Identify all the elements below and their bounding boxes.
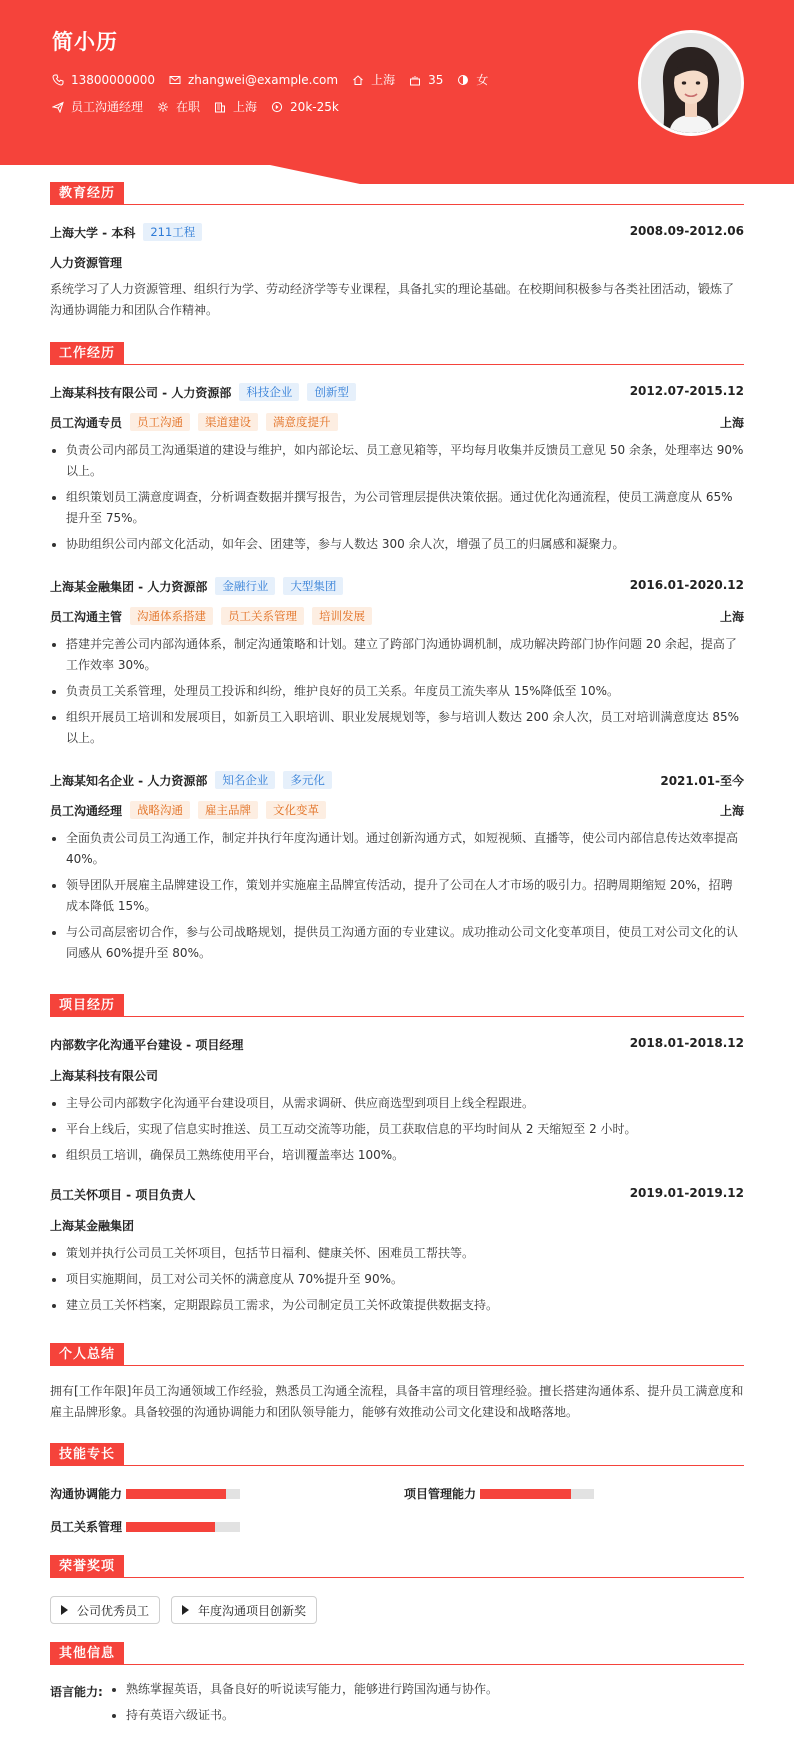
- send-icon: [52, 101, 64, 113]
- portrait-image: [641, 33, 741, 133]
- section-projects: [50, 994, 744, 1018]
- award-item: [50, 1596, 160, 1624]
- section-title: 其他信息: [50, 1642, 124, 1665]
- work-city: 上海: [719, 416, 744, 430]
- skill-item: [50, 1518, 240, 1535]
- skill-name: 项目管理能力: [404, 1487, 477, 1501]
- list-item: 领导团队开展雇主品牌建设工作，策划并实施雇主品牌宣传活动，提升了公司在人才市场的吸引力。招聘周期缩短 20%，招聘成本降低 15%。: [50, 875, 744, 917]
- education-major: 人力资源管理: [50, 256, 123, 270]
- list-item: 项目实施期间，员工对公司关怀的满意度从 70%提升至 90%。: [50, 1269, 744, 1290]
- intent-city: [214, 98, 257, 115]
- status-text: 在职: [176, 100, 201, 114]
- project-bullets: [50, 1243, 744, 1321]
- skill-bar: [126, 1489, 240, 1499]
- role-tag: 渠道建设: [198, 413, 258, 431]
- intent-status: [157, 98, 200, 115]
- contact-row: [52, 71, 502, 88]
- skill-item: [404, 1485, 594, 1502]
- section-title: 技能专长: [50, 1443, 124, 1466]
- project-title: 员工关怀项目 - 项目负责人: [50, 1188, 196, 1202]
- company-badge: 创新型: [307, 383, 356, 401]
- age-icon: [409, 74, 421, 86]
- intent-row: [52, 98, 353, 115]
- mail-icon: [169, 74, 181, 86]
- list-item: 熟练掌握英语，具备良好的听说读写能力，能够进行跨国沟通与协作。: [110, 1679, 744, 1700]
- section-work: [50, 342, 744, 366]
- work-bullets: [50, 634, 744, 754]
- section-divider: [50, 1016, 744, 1017]
- gender-icon: [457, 74, 469, 86]
- contact-gender: [457, 71, 488, 88]
- project-org: 上海某金融集团: [50, 1219, 135, 1233]
- contact-phone: [52, 73, 155, 87]
- work-city: 上海: [719, 610, 744, 624]
- other-bullets: [110, 1679, 744, 1731]
- education-school: [50, 223, 202, 241]
- role-tag: 员工关系管理: [221, 607, 304, 625]
- contact-city: [352, 71, 395, 88]
- list-item: 建立员工关怀档案，定期跟踪员工需求，为公司制定员工关怀政策提供数据支持。: [50, 1295, 744, 1316]
- role-tag: 培训发展: [312, 607, 372, 625]
- role-text: 员工沟通经理: [50, 803, 123, 818]
- company-badge: 多元化: [283, 771, 332, 789]
- work-company: [50, 771, 332, 789]
- resume-header: [0, 0, 794, 184]
- education-desc: 系统学习了人力资源管理、组织行为学、劳动经济学等专业课程，具备扎实的理论基础。在校期间积极参与各类社团活动，锻炼了沟通协调能力和团队合作精神。: [50, 282, 735, 317]
- section-title: 个人总结: [50, 1343, 124, 1366]
- contact-age: [409, 73, 443, 87]
- role-tag: 沟通体系搭建: [130, 607, 213, 625]
- list-item: 与公司高层密切合作，参与公司战略规划，提供员工沟通方面的专业建议。成功推动公司文化变革项目，使员工对公司文化的认同感从 60%提升至 80%。: [50, 922, 744, 964]
- list-item: 负责员工关系管理，处理员工投诉和纠纷，维护良好的员工关系。年度员工流失率从 15%降低至 10%。: [50, 681, 744, 702]
- project-org: 上海某科技有限公司: [50, 1069, 159, 1083]
- award-text: 年度沟通项目创新奖: [198, 1603, 307, 1618]
- work-city: 上海: [719, 804, 744, 818]
- company-text: 上海某科技有限公司 - 人力资源部: [50, 385, 232, 400]
- project-date: 2018.01-2018.12: [629, 1036, 744, 1050]
- list-item: 组织策划员工满意度调查，分析调查数据并撰写报告，为公司管理层提供决策依据。通过优化沟通流程，使员工满意度从 65% 提升至 75%。: [50, 487, 744, 529]
- section-title: 教育经历: [50, 182, 124, 205]
- play-icon: [182, 1605, 189, 1615]
- summary-text: 拥有[工作年限]年员工沟通领域工作经验，熟悉员工沟通全流程，具备丰富的项目管理经验。擅长搭建沟通体系、提升员工满意度和雇主品牌形象。具备较强的沟通协调能力和团队领导能力，能够有效推动公司文化建设和战略落地。: [50, 1384, 744, 1419]
- project-bullets: [50, 1093, 744, 1171]
- list-item: 主导公司内部数字化沟通平台建设项目，从需求调研、供应商选型到项目上线全程跟进。: [50, 1093, 744, 1114]
- section-summary: [50, 1343, 744, 1367]
- section-education: [50, 182, 744, 206]
- work-date: 2016.01-2020.12: [629, 578, 744, 592]
- intent-city-text: 上海: [233, 100, 258, 114]
- section-title: 工作经历: [50, 342, 124, 365]
- status-icon: [157, 101, 169, 113]
- skill-bar: [126, 1522, 240, 1532]
- email-text: zhangwei@example.com: [187, 72, 339, 87]
- list-item: 负责公司内部员工沟通渠道的建设与维护，如内部论坛、员工意见箱等，平均每月收集并反馈员工意见 50 余条，处理率达 90% 以上。: [50, 440, 744, 482]
- list-item: 持有英语六级证书。: [110, 1705, 744, 1726]
- skill-bar: [480, 1489, 594, 1499]
- salary-icon: [271, 101, 283, 113]
- list-item: 组织开展员工培训和发展项目，如新员工入职培训、职业发展规划等，参与培训人数达 200 余人次，员工对培训满意度达 85% 以上。: [50, 707, 744, 749]
- section-divider: [50, 204, 744, 205]
- school-badge: 211工程: [143, 223, 202, 241]
- work-bullets: [50, 440, 744, 560]
- role-tag: 员工沟通: [130, 413, 190, 431]
- company-badge: 知名企业: [215, 771, 275, 789]
- award-item: [171, 1596, 317, 1624]
- section-skills: [50, 1443, 744, 1467]
- list-item: 组织员工培训，确保员工熟练使用平台，培训覆盖率达 100%。: [50, 1145, 744, 1166]
- role-tag: 战略沟通: [130, 801, 190, 819]
- company-badge: 科技企业: [239, 383, 299, 401]
- section-title: 荣誉奖项: [50, 1555, 124, 1578]
- skill-fill: [126, 1522, 215, 1532]
- section-title: 项目经历: [50, 994, 124, 1017]
- company-text: 上海某金融集团 - 人力资源部: [50, 579, 208, 594]
- skill-name: 员工关系管理: [50, 1520, 123, 1534]
- work-role: [50, 413, 338, 431]
- intent-salary: [271, 100, 339, 114]
- work-date: 2021.01-至今: [660, 774, 744, 788]
- list-item: 协助组织公司内部文化活动，如年会、团建等，参与人数达 300 余人次，增强了员工的归属感和凝聚力。: [50, 534, 744, 555]
- school-text: 上海大学 - 本科: [50, 225, 136, 240]
- avatar-photo: [638, 30, 744, 136]
- work-date: 2012.07-2015.12: [629, 384, 744, 398]
- role-tag: 满意度提升: [266, 413, 338, 431]
- candidate-name: 简小历: [52, 30, 118, 54]
- list-item: 搭建并完善公司内部沟通体系，制定沟通策略和计划。建立了跨部门沟通协调机制，成功解决跨部门协作问题 20 余起，提高了工作效率 30%。: [50, 634, 744, 676]
- section-divider: [50, 364, 744, 365]
- company-badge: 大型集团: [283, 577, 343, 595]
- other-label: 语言能力:: [50, 1685, 103, 1699]
- role-tag: 文化变革: [266, 801, 326, 819]
- award-text: 公司优秀员工: [77, 1603, 150, 1618]
- skill-item: [50, 1485, 240, 1502]
- list-item: 策划并执行公司员工关怀项目，包括节日福利、健康关怀、困难员工帮扶等。: [50, 1243, 744, 1264]
- role-tag: 雇主品牌: [198, 801, 258, 819]
- project-title: 内部数字化沟通平台建设 - 项目经理: [50, 1038, 244, 1052]
- education-date: 2008.09-2012.06: [629, 224, 744, 238]
- section-divider: [50, 1465, 744, 1466]
- skill-name: 沟通协调能力: [50, 1487, 123, 1501]
- work-company: [50, 577, 343, 595]
- project-date: 2019.01-2019.12: [629, 1186, 744, 1200]
- skill-fill: [480, 1489, 571, 1499]
- phone-text: 13800000000: [71, 72, 155, 87]
- list-item: 全面负责公司员工沟通工作，制定并执行年度沟通计划。通过创新沟通方式，如短视频、直播等，使公司内部信息传达效率提高 40%。: [50, 828, 744, 870]
- intent-position: [52, 98, 143, 115]
- work-company: [50, 383, 356, 401]
- role-text: 员工沟通主管: [50, 609, 123, 624]
- position-text: 员工沟通经理: [71, 100, 144, 114]
- section-divider: [50, 1577, 744, 1578]
- role-text: 员工沟通专员: [50, 415, 123, 430]
- section-divider: [50, 1664, 744, 1665]
- section-divider: [50, 1365, 744, 1366]
- list-item: 平台上线后，实现了信息实时推送、员工互动交流等功能，员工获取信息的平均时间从 2 天缩短至 2 小时。: [50, 1119, 744, 1140]
- skill-fill: [126, 1489, 226, 1499]
- home-icon: [352, 74, 364, 86]
- play-icon: [61, 1605, 68, 1615]
- age-text: 35: [428, 72, 444, 87]
- work-role: [50, 607, 372, 625]
- work-bullets: [50, 828, 744, 969]
- building-icon: [214, 101, 226, 113]
- salary-text: 20k-25k: [290, 99, 339, 114]
- phone-icon: [52, 74, 64, 86]
- work-role: [50, 801, 326, 819]
- section-awards: [50, 1555, 744, 1579]
- company-badge: 金融行业: [215, 577, 275, 595]
- gender-text: 女: [476, 73, 489, 87]
- section-other: [50, 1642, 744, 1666]
- company-text: 上海某知名企业 - 人力资源部: [50, 773, 208, 788]
- contact-email: [169, 73, 338, 87]
- city-text: 上海: [371, 73, 396, 87]
